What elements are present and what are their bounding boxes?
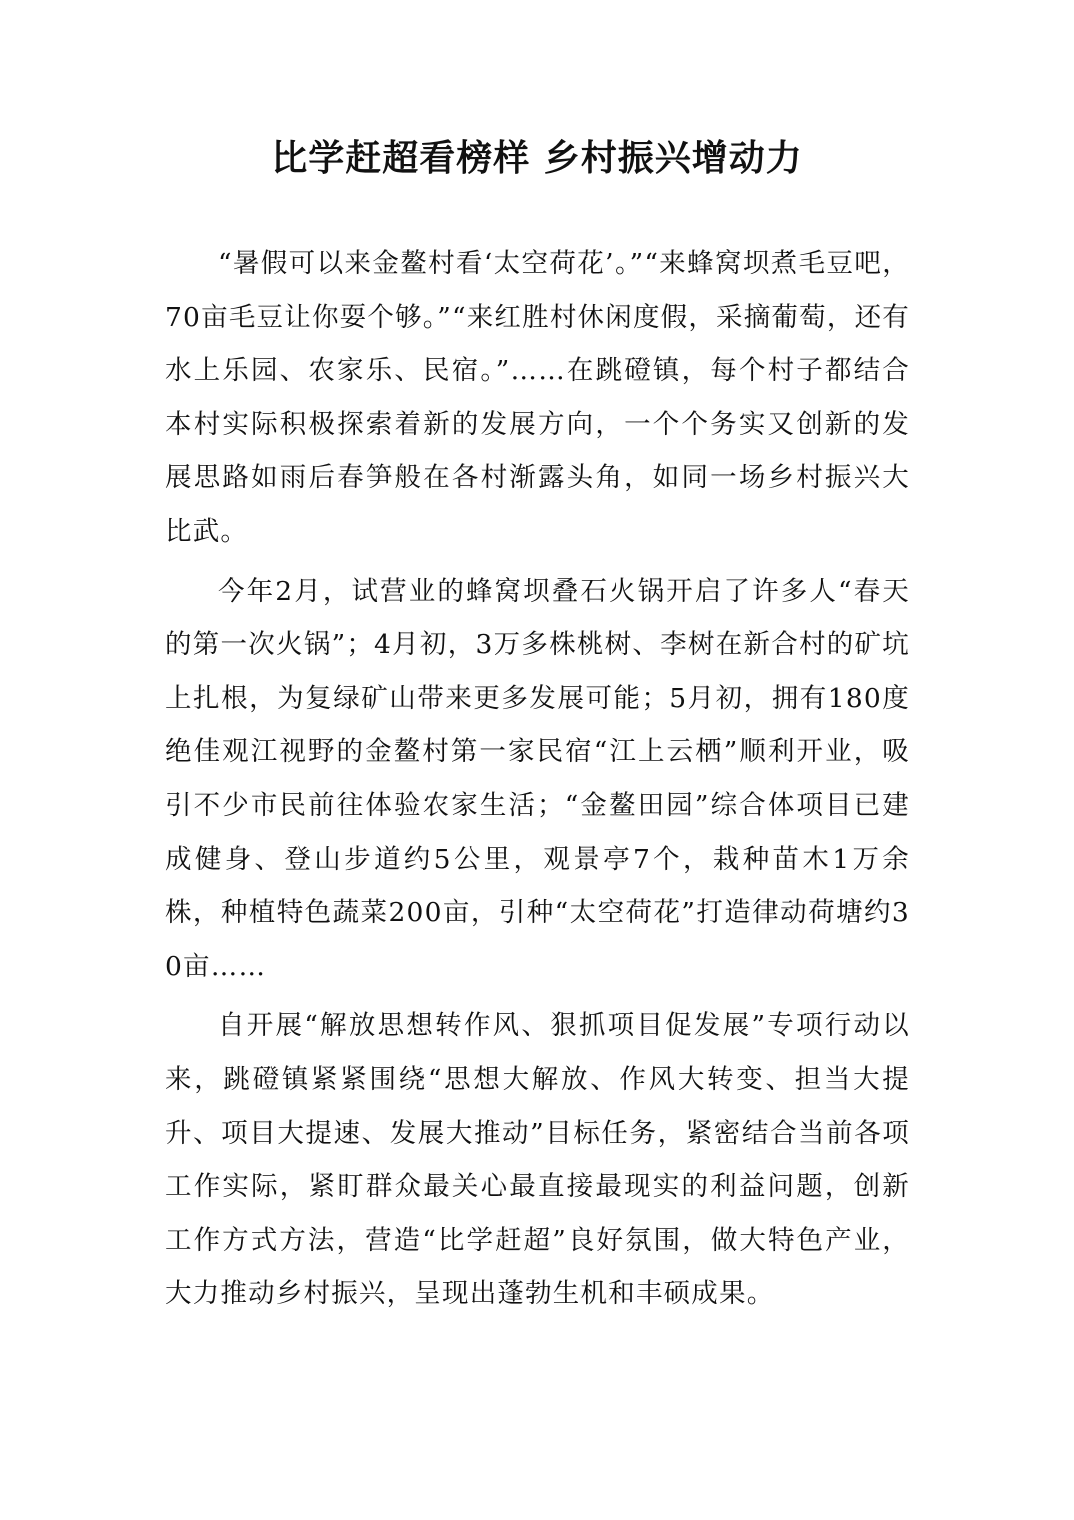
document-title: 比学赶超看榜样 乡村振兴增动力 <box>271 137 803 179</box>
paragraph-1: “暑假可以来金鳌村看‘太空荷花’。”“来蜂窝坝煮毛豆吧，70亩毛豆让你耍个够。”“来红胜村休闲度假，采摘葡萄，还有水上乐园、农家乐、民宿。”……在跳磴镇，每个村子都结合本村实际积极探索着新的发展方向，一个个务实又创新的发展思路如雨后春笋般在各村渐露头角，如同一场乡村振兴大比武。 <box>165 248 910 547</box>
paragraph-3: 自开展“解放思想转作风、狠抓项目促发展”专项行动以来，跳磴镇紧紧围绕“思想大解放、作风大转变、担当大提升、项目大提速、发展大推动”目标任务，紧密结合当前各项工作实际，紧盯群众最关心最直接最现实的利益问题，创新工作方式方法，营造“比学赶超”良好氛围，做大特色产业，大力推动乡村振兴，呈现出蓬勃生机和丰硕成果。 <box>165 1010 910 1310</box>
document-body <box>165 237 910 1327</box>
paragraph-2: 今年2月，试营业的蜂窝坝叠石火锅开启了许多人“春天的第一次火锅”；4月初，3万多株桃树、李树在新合村的矿坑上扎根，为复绿矿山带来更多发展可能；5月初，拥有180度绝佳观江视野的金鳌村第一家民宿“江上云栖”顺利开业，吸引不少市民前往体验农家生活；“金鳌田园”综合体项目已建成健身、登山步道约5公里，观景亭7个，栽种苗木1万余株，种植特色蔬菜200亩，引种“太空荷花”打造律动荷塘约30亩…… <box>165 575 910 982</box>
